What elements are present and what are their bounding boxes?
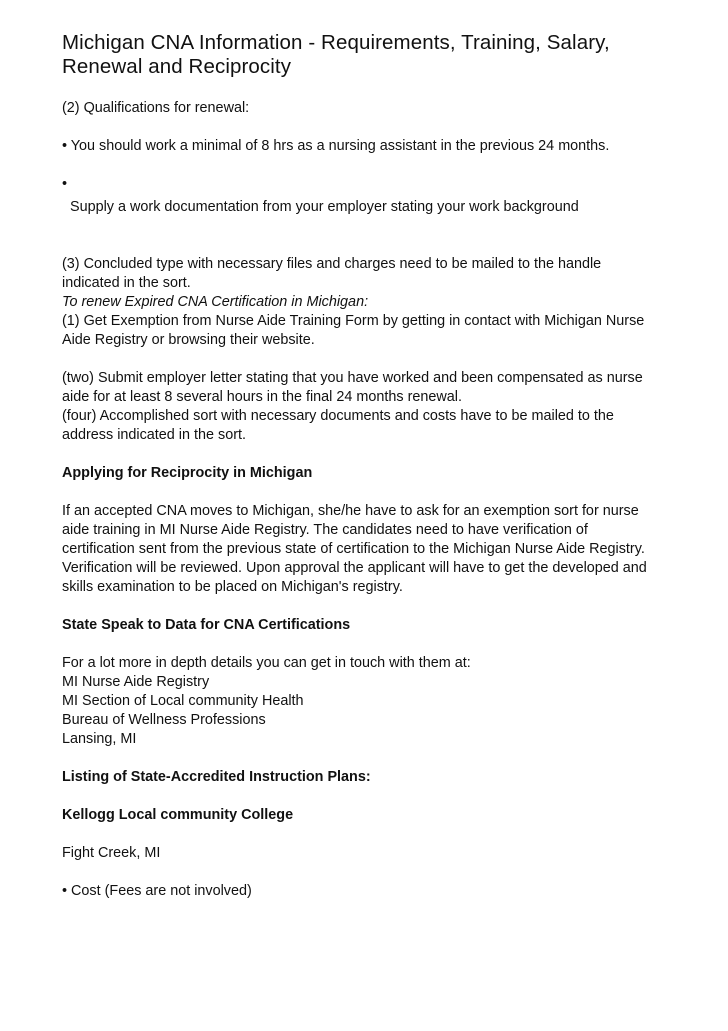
renewal-step-3-line-2: indicated in the sort.	[62, 275, 191, 291]
reciprocity-heading: Applying for Reciprocity in Michigan	[62, 465, 313, 481]
spacer	[62, 118, 672, 137]
renewal-bullet-2: Supply a work documentation from your employer stating your work background	[70, 199, 579, 215]
expired-step-1-line-2: Aide Registry or browsing their website.	[62, 332, 315, 348]
renewal-bullet-1: • You should work a minimal of 8 hrs as a nursing assistant in the previous 24 months.	[62, 138, 610, 154]
expired-step-4-line-1: (four) Accomplished sort with necessary documents and costs have to be mailed to the	[62, 408, 614, 424]
spacer	[62, 483, 672, 502]
reciprocity-line-2: aide training in MI Nurse Aide Registry. The candidates need to have verification of	[62, 522, 588, 538]
expired-step-1-line-1: (1) Get Exemption from Nurse Aide Training Form by getting in contact with Michigan Nurse	[62, 313, 645, 329]
spacer	[62, 217, 672, 255]
spacer	[62, 863, 672, 882]
expired-step-2-line-1: (two) Submit employer letter stating that you have worked and been compensated as nurse	[62, 370, 643, 386]
cost-bullet: • Cost (Fees are not involved)	[62, 883, 252, 899]
qualifications-heading: (2) Qualifications for renewal:	[62, 100, 250, 116]
contact-intro: For a lot more in depth details you can get in touch with them at:	[62, 655, 471, 671]
contact-line-3: Bureau of Wellness Professions	[62, 712, 266, 728]
spacer	[62, 445, 672, 464]
spacer	[62, 156, 672, 175]
contact-line-2: MI Section of Local community Health	[62, 693, 304, 709]
document-page	[62, 31, 672, 901]
contact-heading: State Speak to Data for CNA Certifications	[62, 617, 351, 633]
reciprocity-line-5: skills examination to be placed on Michigan's registry.	[62, 579, 403, 595]
expired-step-4-line-2: address indicated in the sort.	[62, 427, 246, 443]
spacer	[62, 825, 672, 844]
expired-heading: To renew Expired CNA Certification in Michigan:	[62, 294, 369, 310]
college-name: Kellogg Local community College	[62, 807, 294, 823]
reciprocity-line-4: Verification will be reviewed. Upon approval the applicant will have to get the developed and	[62, 560, 647, 576]
spacer	[62, 635, 672, 654]
renewal-bullet-2-marker: •	[62, 176, 68, 192]
contact-line-4: Lansing, MI	[62, 731, 137, 747]
spacer	[62, 350, 672, 369]
renewal-step-3-line-1: (3) Concluded type with necessary files and charges need to be mailed to the handle	[62, 256, 602, 272]
reciprocity-line-3: certification sent from the previous state of certification to the Michigan Nurse Aide Registry.	[62, 541, 645, 557]
expired-step-2-line-2: aide for at least 8 several hours in the final 24 months renewal.	[62, 389, 462, 405]
spacer	[62, 597, 672, 616]
reciprocity-line-1: If an accepted CNA moves to Michigan, she/he have to ask for an exemption sort for nurse	[62, 503, 639, 519]
college-location: Fight Creek, MI	[62, 845, 161, 861]
listing-heading: Listing of State-Accredited Instruction Plans:	[62, 769, 371, 785]
spacer	[62, 787, 672, 806]
document-title: Michigan CNA Information - Requirements, Training, Salary, Renewal and Reciprocity	[62, 31, 610, 78]
contact-line-1: MI Nurse Aide Registry	[62, 674, 210, 690]
spacer	[62, 749, 672, 768]
